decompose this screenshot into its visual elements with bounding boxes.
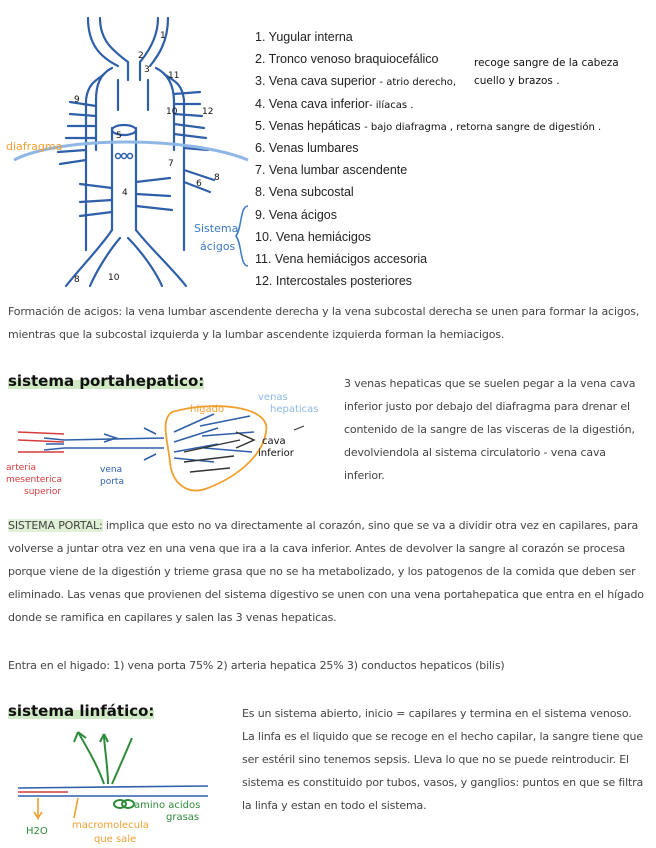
list-item: 4. Vena cava inferior- ilíacas . xyxy=(255,96,414,111)
que-sale-label: que sale xyxy=(94,834,137,845)
note-iliacas: - ilíacas . xyxy=(368,99,414,111)
list-item: 12. Intercostales posteriores xyxy=(255,274,413,289)
venous-system-figure xyxy=(0,10,252,292)
list-item: 7. Vena lumbar ascendente xyxy=(255,163,408,178)
venas-hepaticas-label-2: hepaticas xyxy=(270,404,319,415)
fig-num-8: 8 xyxy=(214,173,220,183)
fig-num-1: 1 xyxy=(160,31,166,41)
linfatico-heading: sistema linfático: xyxy=(8,702,155,720)
recoge-note: recoge sangre de la cabeza cuello y brazos . xyxy=(474,57,619,87)
formacion-paragraph: Formación de acigos: la vena lumbar ascendente derecha y la vena subcostal derecha se unen para formar la acigos, mientras que la subcostal izquierda y la lumbar ascendente izquierda forman la hemiacigos. xyxy=(8,305,640,341)
vena-porta-label-1: vena xyxy=(100,465,123,475)
cava-label-1: cava xyxy=(262,436,286,447)
sistema-portal-paragraph xyxy=(8,514,648,629)
fig-num-8b: 8 xyxy=(74,275,80,285)
fig-num-9: 9 xyxy=(74,95,80,105)
list-item: 8. Vena subcostal xyxy=(255,185,354,200)
linfatico-figure xyxy=(8,726,230,846)
list-item: 11. Vena hemiácigos accesoria xyxy=(255,251,428,266)
fig-num-12: 12 xyxy=(202,107,214,117)
portahepatico-description: 3 venas hepaticas que se suelen pegar a la vena cava inferior justo por debajo del diafragma para drenar el contenido de la sangre de las visceras de la digestión, devolviendola al sistema circulatorio - vena cava inferior. xyxy=(344,377,636,482)
portahepatico-heading: sistema portahepatico: xyxy=(8,372,205,390)
portahepatico-figure xyxy=(4,392,336,504)
arteria-label-3: superior xyxy=(24,487,62,497)
h2o-label: H2O xyxy=(26,826,48,837)
fig-num-11: 11 xyxy=(168,71,180,81)
vena-porta-label-2: porta xyxy=(100,477,124,487)
amino-acidos-label: amino acidos xyxy=(134,800,201,811)
list-item: 6. Venas lumbares xyxy=(255,140,359,155)
sistema-label: Sistema xyxy=(194,222,239,235)
list-item: 3. Vena cava superior - atrio derecho, xyxy=(255,74,457,89)
sistema-portal-lead: SISTEMA PORTAL: xyxy=(8,519,103,532)
arteria-label-1: arteria xyxy=(6,463,36,473)
fig-num-2: 2 xyxy=(138,51,144,61)
fig-num-6: 6 xyxy=(196,179,202,189)
cava-label-2: inferior xyxy=(258,448,294,459)
sistema-portal-text: implica que esto no va directamente al corazón, sino que se va a dividir otra vez en capilares, para volverse a juntar otra vez en una vena que ira a la cava inferior. Antes de devolver la sangre al corazón se procesa porque viene de la digestión y trieme grasa que no se ha metabolizado, y los patogenos de la comida que deben ser eliminado. Las venas que provienen del sistema digestivo se unen con una vena portahepatica que entra en el hígado donde se ramifica en capilares y salen las 3 venas hepaticas. xyxy=(8,519,644,624)
note-hepaticas: - bajo diafragma , retorna sangre de digestión . xyxy=(364,121,602,133)
higado-label: hígado xyxy=(190,404,225,415)
fig-num-5: 5 xyxy=(116,131,122,141)
entra-higado-line: Entra en el higado: 1) vena porta 75% 2) arteria hepatica 25% 3) conductos hepaticos (bilis) xyxy=(8,659,505,672)
list-item: 5. Venas hepáticas - bajo diafragma , retorna sangre de digestión . xyxy=(255,118,602,133)
linfatico-description: Es un sistema abierto, inicio = capilares y termina en el sistema venoso. La linfa es el liquido que se recoge en el hecho capilar, la sangre tiene que ser estéril sino tenemos sepsis. Lleva lo que no se puede reintroducir. El sistema es constituido por tubos, vasos, y ganglios: puntos en que se filtra la linfa y estan en todo el sistema. xyxy=(242,707,644,812)
fig-num-10: 10 xyxy=(166,107,178,117)
fig-num-7: 7 xyxy=(168,159,174,169)
venas-hepaticas-label-1: venas xyxy=(258,392,288,403)
list-item: 1. Yugular interna xyxy=(255,30,353,44)
list-item: 9. Vena ácigos xyxy=(255,207,338,222)
diafragma-label: diafragma xyxy=(6,140,63,153)
fig-num-10b: 10 xyxy=(108,273,120,283)
fig-num-3: 3 xyxy=(144,65,150,75)
arteria-label-2: mesenterica xyxy=(6,475,62,485)
note-atrio: - atrio derecho, xyxy=(379,77,457,89)
acigos-label: ácigos xyxy=(200,240,236,253)
list-item: 10. Vena hemiácigos xyxy=(255,229,372,244)
fig-num-4: 4 xyxy=(122,188,128,198)
list-item: 2. Tronco venoso braquiocefálico xyxy=(255,52,439,67)
grasas-label: grasas xyxy=(166,812,200,823)
macromolecula-label: macromolecula xyxy=(72,820,149,831)
